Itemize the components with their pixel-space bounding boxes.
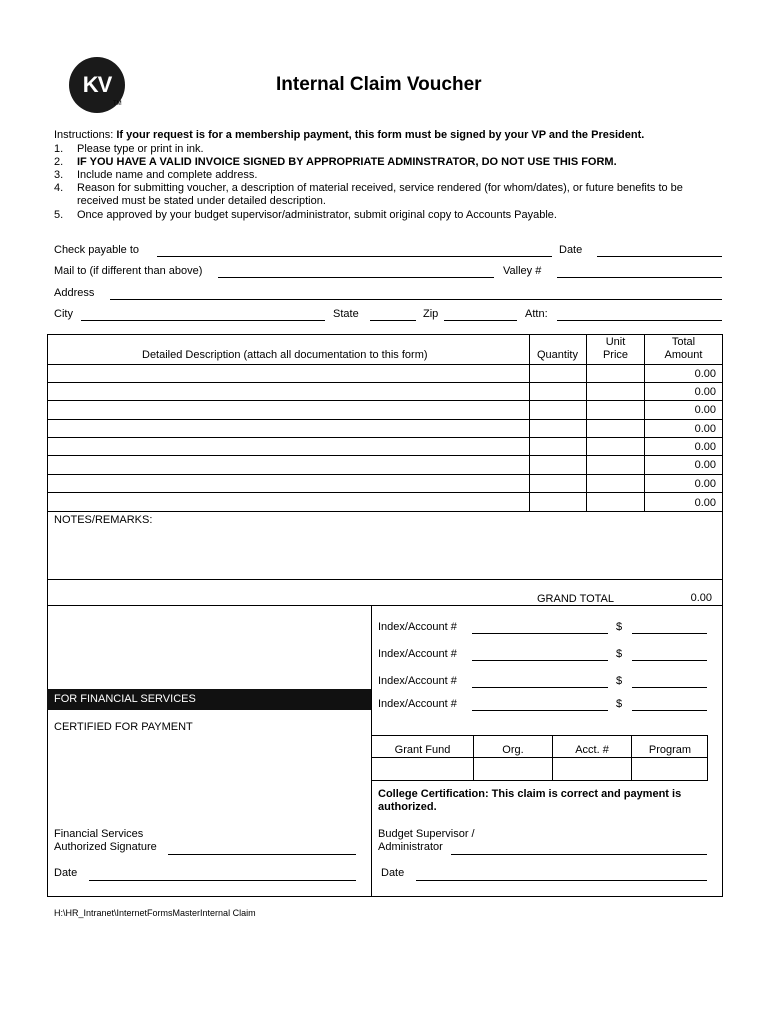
grid-line bbox=[371, 757, 708, 758]
grid-line bbox=[631, 735, 632, 781]
amount-field[interactable] bbox=[632, 687, 707, 688]
org-header: Org. bbox=[502, 744, 524, 756]
instruction-item bbox=[54, 209, 557, 222]
instruction-number: 2. bbox=[54, 156, 64, 168]
fin-date-field[interactable] bbox=[89, 880, 356, 881]
notes-label: NOTES/REMARKS: bbox=[54, 514, 153, 526]
row-total: 0.00 bbox=[694, 478, 716, 490]
instruction-text: Include name and complete address. bbox=[77, 169, 258, 181]
address-field[interactable] bbox=[110, 299, 722, 300]
grant-fund-header: Grant Fund bbox=[394, 744, 451, 756]
row-line bbox=[47, 455, 723, 456]
row-total: 0.00 bbox=[694, 423, 716, 435]
dollar-sign: $ bbox=[616, 648, 623, 660]
row-line bbox=[47, 419, 723, 420]
index-account-label: Index/Account # bbox=[378, 621, 457, 633]
row-line bbox=[47, 492, 723, 493]
notes-bottom-line bbox=[47, 579, 723, 580]
row-line bbox=[47, 511, 723, 512]
college-date-field[interactable] bbox=[416, 880, 707, 881]
supervisor-label1: Budget Supervisor / bbox=[378, 828, 475, 840]
index-account-field[interactable] bbox=[472, 710, 608, 711]
trademark-mark: TM bbox=[113, 101, 122, 107]
instructions-label: Instructions: bbox=[54, 129, 114, 141]
amount-field[interactable] bbox=[632, 633, 707, 634]
instruction-text: received must be stated under detailed description. bbox=[77, 195, 326, 207]
instruction-number: 5. bbox=[54, 209, 64, 221]
attn-label: Attn: bbox=[525, 308, 548, 320]
instruction-text: IF YOU HAVE A VALID INVOICE SIGNED BY APPROPRIATE ADMINSTRATOR, DO NOT USE THIS FORM. bbox=[77, 156, 617, 168]
kv-logo: KV bbox=[69, 57, 125, 113]
college-certification-line1: College Certification: This claim is correct and payment is bbox=[378, 788, 682, 800]
index-account-field[interactable] bbox=[472, 633, 608, 634]
row-line bbox=[47, 382, 723, 383]
row-line bbox=[47, 400, 723, 401]
instruction-text: Reason for submitting voucher, a description of material received, service rendered (for whom/dates), or future benefits to be bbox=[77, 182, 683, 194]
instruction-number: 4. bbox=[54, 182, 64, 194]
state-label: State bbox=[333, 308, 359, 320]
index-account-field[interactable] bbox=[472, 687, 608, 688]
row-line bbox=[47, 437, 723, 438]
row-line bbox=[47, 364, 723, 365]
instruction-number: 3. bbox=[54, 169, 64, 181]
grid-line bbox=[473, 735, 474, 781]
index-account-label: Index/Account # bbox=[378, 675, 457, 687]
instruction-text: Please type or print in ink. bbox=[77, 143, 204, 155]
supervisor-signature-field[interactable] bbox=[451, 854, 707, 855]
mail-to-field[interactable] bbox=[218, 277, 494, 278]
attn-field[interactable] bbox=[557, 320, 722, 321]
college-date-label: Date bbox=[381, 867, 405, 879]
college-certification-line2: authorized. bbox=[378, 801, 437, 813]
row-total: 0.00 bbox=[694, 404, 716, 416]
divider bbox=[529, 334, 530, 511]
account-code-grid bbox=[371, 735, 708, 781]
instruction-item bbox=[54, 182, 683, 195]
instruction-item bbox=[54, 143, 204, 156]
index-account-label: Index/Account # bbox=[378, 698, 457, 710]
acct-header: Acct. # bbox=[575, 744, 609, 756]
footer-path: H:\HR_Intranet\InternetFormsMasterInternal Claim bbox=[54, 908, 256, 918]
certified-label: CERTIFIED FOR PAYMENT bbox=[54, 721, 193, 733]
city-field[interactable] bbox=[81, 320, 325, 321]
financial-services-bar: FOR FINANCIAL SERVICES bbox=[47, 689, 371, 710]
amount-field[interactable] bbox=[632, 660, 707, 661]
supervisor-label2: Administrator bbox=[378, 841, 443, 853]
instruction-text: Once approved by your budget supervisor/administrator, submit original copy to Accounts Payable. bbox=[77, 209, 557, 221]
col-price-header: Price bbox=[602, 349, 629, 361]
dollar-sign: $ bbox=[616, 621, 623, 633]
dollar-sign: $ bbox=[616, 698, 623, 710]
check-payable-label: Check payable to bbox=[54, 244, 139, 256]
fin-signature-label1: Financial Services bbox=[54, 828, 144, 840]
instructions-lead bbox=[54, 129, 644, 142]
program-header: Program bbox=[648, 744, 692, 756]
date-label: Date bbox=[559, 244, 583, 256]
grand-total-value: 0.00 bbox=[690, 592, 712, 604]
row-total: 0.00 bbox=[694, 368, 716, 380]
dollar-sign: $ bbox=[616, 675, 623, 687]
row-total: 0.00 bbox=[694, 459, 716, 471]
fin-signature-field[interactable] bbox=[168, 854, 356, 855]
zip-label: Zip bbox=[423, 308, 439, 320]
valley-field[interactable] bbox=[557, 277, 722, 278]
col-unit-header: Unit bbox=[605, 336, 626, 348]
row-line bbox=[47, 474, 723, 475]
col-total-header: Total bbox=[671, 336, 696, 348]
grid-line bbox=[552, 735, 553, 781]
check-payable-field[interactable] bbox=[157, 256, 552, 257]
city-label: City bbox=[54, 308, 73, 320]
address-label: Address bbox=[54, 287, 95, 299]
zip-field[interactable] bbox=[444, 320, 517, 321]
row-total: 0.00 bbox=[694, 497, 716, 509]
index-account-field[interactable] bbox=[472, 660, 608, 661]
valley-label: Valley # bbox=[503, 265, 542, 277]
state-field[interactable] bbox=[370, 320, 416, 321]
instructions-lead-text: If your request is for a membership payment, this form must be signed by your VP and the President. bbox=[116, 129, 645, 141]
index-account-label: Index/Account # bbox=[378, 648, 457, 660]
col-amount-header: Amount bbox=[664, 349, 703, 361]
col-quantity-header: Quantity bbox=[537, 349, 578, 361]
date-field[interactable] bbox=[597, 256, 722, 257]
items-table bbox=[47, 334, 723, 606]
instruction-number: 1. bbox=[54, 143, 64, 155]
mail-to-label: Mail to (if different than above) bbox=[54, 265, 203, 277]
grand-total-label: GRAND TOTAL bbox=[537, 593, 615, 605]
instruction-item bbox=[54, 156, 617, 169]
fin-date-label: Date bbox=[54, 867, 78, 879]
fin-signature-label2: Authorized Signature bbox=[54, 841, 157, 853]
instruction-item bbox=[54, 169, 258, 182]
row-total: 0.00 bbox=[694, 441, 716, 453]
row-total: 0.00 bbox=[694, 386, 716, 398]
col-description-header: Detailed Description (attach all documentation to this form) bbox=[142, 349, 428, 361]
page-title: Internal Claim Voucher bbox=[276, 74, 482, 95]
amount-field[interactable] bbox=[632, 710, 707, 711]
